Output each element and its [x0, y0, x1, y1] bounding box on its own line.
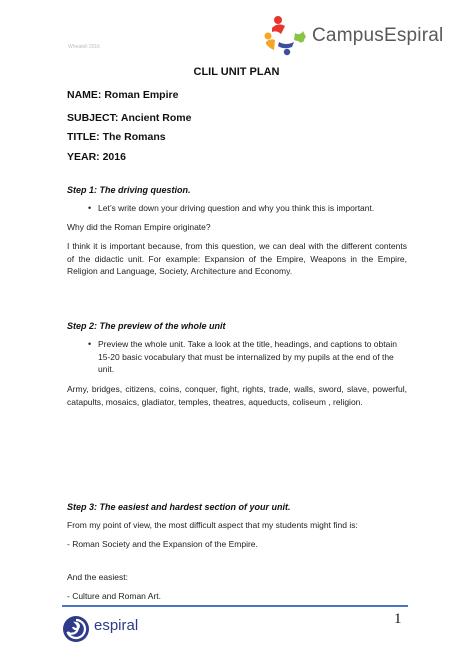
- campus-espiral-logo: [262, 12, 462, 56]
- step-3-easiest-intro: And the easiest:: [67, 572, 128, 582]
- footer-brand-name: espiral: [94, 617, 139, 634]
- espiral-swirl-icon: [62, 615, 90, 643]
- people-circle-icon: [262, 12, 312, 56]
- header-watermark: Wheatell 2016: [68, 44, 100, 50]
- step-1-question: Why did the Roman Empire originate?: [67, 222, 211, 232]
- bullet-icon: •: [88, 203, 92, 213]
- page-title: CLIL UNIT PLAN: [193, 66, 280, 78]
- step-2-vocabulary: Army, bridges, citizens, coins, conquer, fight, rights, trade, walls, sword, slave, powerful, catapults, mosaics, gladiator, temples, theatres, aqueducts, coliseum , religion.: [67, 384, 407, 407]
- brand-name: CampusEspiral: [312, 25, 444, 46]
- step-2-heading: Step 2: The preview of the whole unit: [67, 321, 226, 331]
- step-1-heading: Step 1: The driving question.: [67, 185, 191, 195]
- bullet-icon: •: [88, 339, 92, 349]
- step-3-difficult-item: - Roman Society and the Expansion of the Empire.: [67, 539, 258, 549]
- year-field: YEAR: 2016: [67, 151, 126, 163]
- footer-divider: [62, 605, 408, 607]
- step-3-difficult-intro: From my point of view, the most difficult aspect that my students might find is:: [67, 520, 358, 530]
- step-3-easiest-item: - Culture and Roman Art.: [67, 591, 162, 601]
- name-field: NAME: Roman Empire: [67, 89, 179, 101]
- step-3-heading: Step 3: The easiest and hardest section of your unit.: [67, 502, 291, 512]
- title-field: TITLE: The Romans: [67, 131, 166, 143]
- step-1-explanation: I think it is important because, from this question, we can deal with the different contents of the didactic unit. For example: Expansion of the Empire, Weapons in the Empire, Religion and Language, Society, Architecture and Economy.: [67, 241, 407, 276]
- subject-field: SUBJECT: Ancient Rome: [67, 112, 192, 124]
- page-number: 1: [394, 611, 402, 627]
- step-2-bullet-text: Preview the whole unit. Take a look at the title, headings, and captions to obtain 15-20 basic vocabulary that must be internalized by my pupils at the end of the unit.: [98, 339, 397, 374]
- step-1-bullet-text: Let’s write down your driving question and why you think this is important.: [98, 203, 375, 213]
